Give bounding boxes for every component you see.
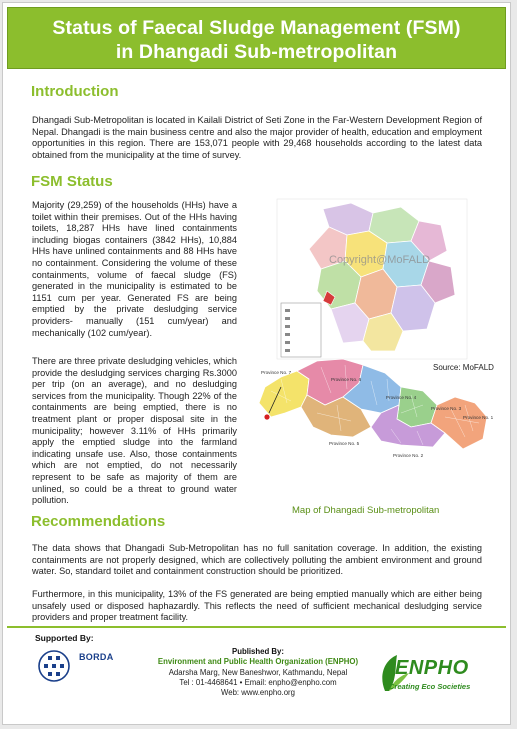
published-by-label: Published By:: [232, 647, 284, 656]
publisher-org-name: Environment and Public Health Organization (ENPHO): [157, 657, 359, 667]
province-7-shape: [259, 371, 309, 417]
enpho-logo-text: ENPHO: [395, 657, 469, 679]
recommendations-paragraph-2: Furthermore, in this municipality, 13% of the FS generated are being emptied manually which are either being unsafely used or disposed haphazardly. This reflects the need of sufficient mechanical desludging service providers and proper treatment facility.: [32, 589, 482, 623]
province-2-label: Province No. 2: [393, 453, 424, 458]
copyright-watermark: Copyright@MoFALD: [329, 254, 431, 266]
map-source: Source: MoFALD: [433, 363, 494, 372]
borda-logo-text: BORDA: [79, 652, 114, 662]
nepal-provinces: [259, 359, 487, 449]
province-7-label: Province No. 7: [261, 370, 292, 375]
province-3-label: Province No. 3: [431, 406, 462, 411]
recommendations-heading: Recommendations: [31, 513, 166, 530]
title-banner: [7, 7, 506, 69]
fsm-status-paragraph-2: There are three private desludging vehicles, which provide the desludging services charging Rs.3000 per trip (on an average), and no desludging services from the municipality. Though 22% of the containments are being emptied, there is no treatment plant or proper disposal site in the municipality; however 3.11% of HHs primarily apply the emptied sludge into the farmland indicating unsafe use. Also, those containments which are not emptied, do not necessarily represent to be safe as majority of them are unlined, so could be a threat to ground water pollution.: [32, 356, 237, 506]
publisher-website: Web: www.enpho.org: [221, 688, 295, 698]
footer-divider: [7, 626, 506, 628]
supported-by-label: Supported By:: [35, 633, 94, 643]
nepal-map: [251, 191, 496, 501]
fsm-status-heading: FSM Status: [31, 173, 113, 190]
dhangadi-location-marker: [264, 414, 269, 419]
recommendations-paragraph-1: The data shows that Dhangadi Sub-Metropolitan has no full sanitation coverage. In addition, the existing containments are not properly designed, which are collectively polluting the ambient environment and ground water. So, standard toilet and containment construction should be prioritized.: [32, 543, 482, 577]
district-map-inset: [277, 199, 467, 359]
fsm-status-paragraph-1: Majority (29,259) of the households (HHs) have a toilet within their premises. Out of the HHs having toilets, 18,287 HHs have lined containments including biogas containers (3842 HHs), 10,884 HHs have unlined containments and 88 HHs have no containment. Considering the volume of these containments, volume of faecal sludge (FS) generated in the municipality is estimated to be 1151 cum per year. Generated FS are being emptied by the private desludging service providers- manually (151 cum/year) and mechanically (102 cum/year).: [32, 200, 237, 338]
title-line-1: Status of Faecal Sludge Management (FSM): [52, 17, 461, 39]
province-5-label: Province No. 5: [329, 441, 360, 446]
province-6-label: Province No. 6: [331, 377, 362, 382]
title-line-2: in Dhangadi Sub-metropolitan: [115, 41, 398, 63]
map-caption: Map of Dhangadi Sub-metropolitan: [292, 505, 440, 516]
publisher-address: Adarsha Marg, New Baneshwor, Kathmandu, Nepal: [168, 667, 348, 677]
publisher-block: [143, 647, 373, 698]
introduction-heading: Introduction: [31, 83, 119, 100]
province-1-label: Province No. 1: [463, 415, 494, 420]
enpho-tagline: Creating Eco Societies: [389, 682, 471, 691]
borda-logo-icon: [37, 649, 71, 683]
province-4-label: Province No. 4: [386, 395, 417, 400]
publisher-contact: Tel : 01-4468641 • Email: enpho@enpho.com: [179, 677, 337, 687]
introduction-text: Dhangadi Sub-Metropolitan is located in Kailali District of Seti Zone in the Far-Western Development Region of Nepal. Dhangadi is the main business centre and also the major provider of health, education and employment opportunities in this region. There are 153,071 people with 29,468 households according to the latest data obtained from the municipality at the time of survey.: [32, 115, 482, 160]
fact-sheet-page: [2, 2, 511, 725]
